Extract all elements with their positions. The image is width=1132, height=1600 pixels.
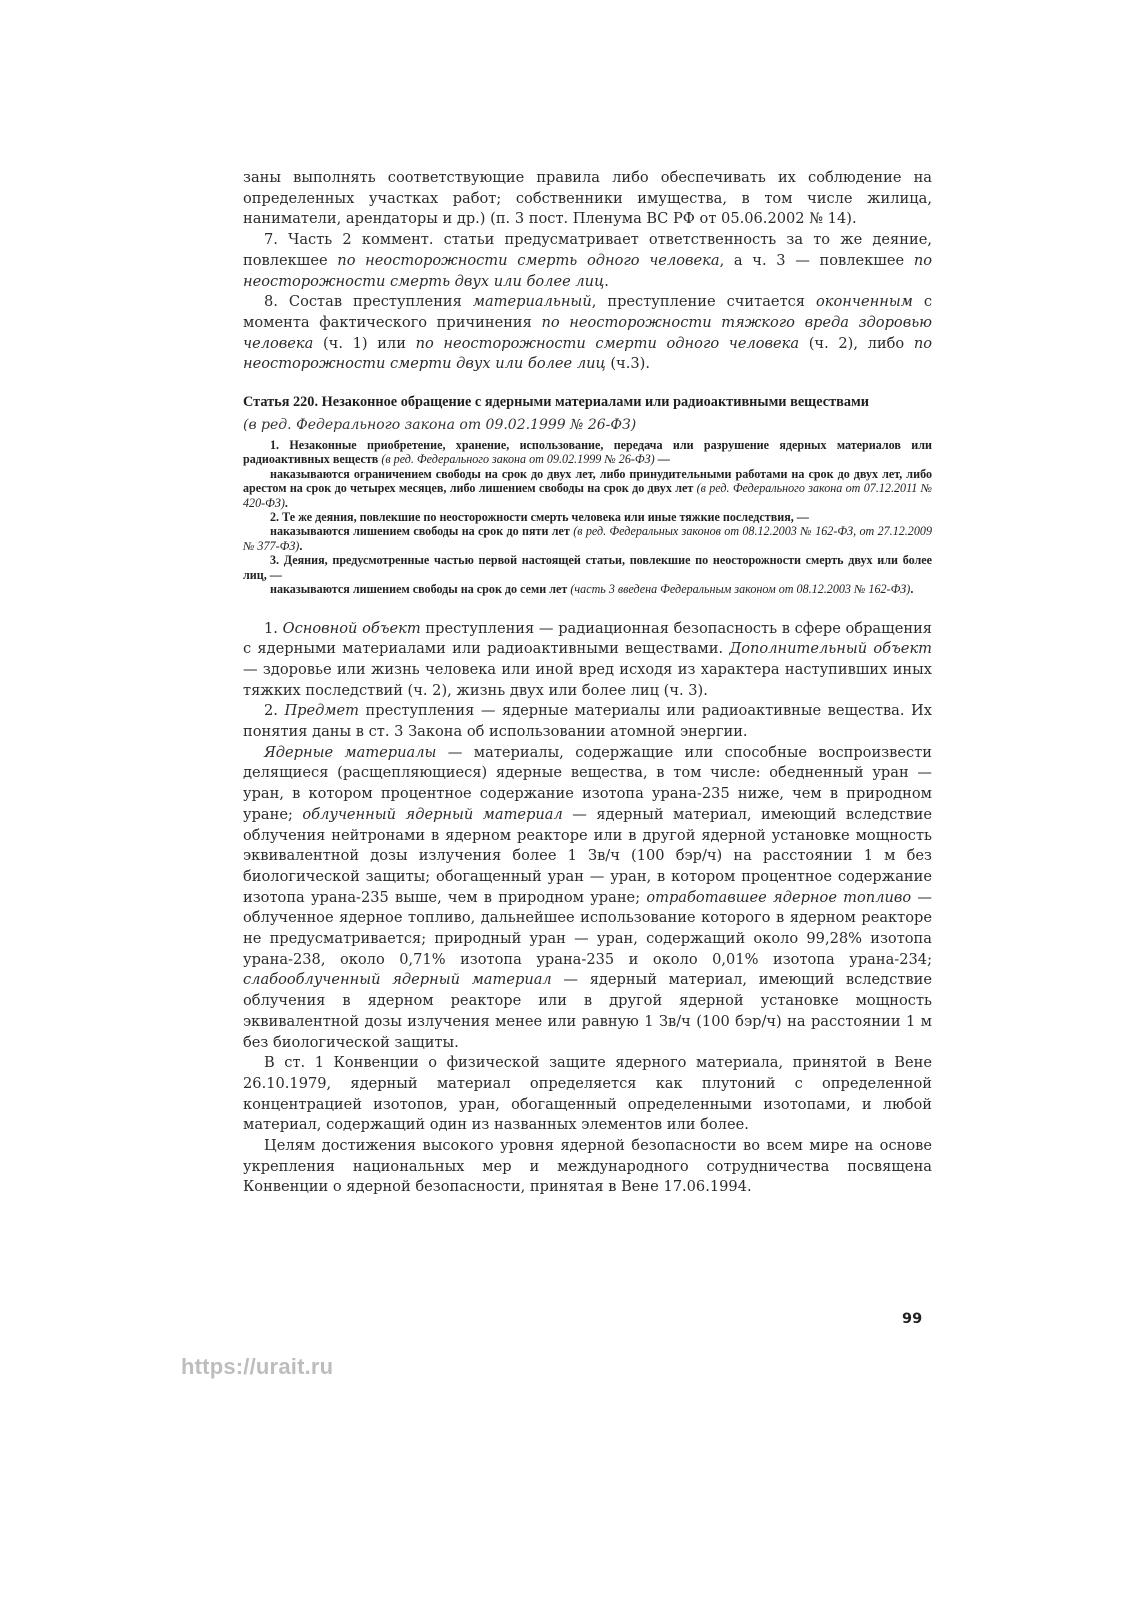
law-paragraph — [243, 524, 932, 553]
text-run: (ч. 1) или — [313, 334, 416, 352]
text-run: (ч. 2), либо — [799, 334, 914, 352]
text-run: 7. Часть 2 коммент. статьи предусматривает ответственность за то же деяние, повлекшее — [243, 231, 932, 269]
paragraph-8 — [243, 292, 932, 375]
italic-text: по неосторожности смерти одного человека — [415, 334, 800, 352]
text-run: с момента фактического причинения — [243, 293, 933, 331]
text-run: , а ч. 3 — повлекшее — [719, 251, 914, 269]
text-run: 2. Те же деяния, повлекшие по неосторожности смерть человека или иные тяжкие последствия, — — [270, 510, 809, 525]
italic-text: Предмет — [284, 702, 359, 720]
law-paragraph — [243, 438, 932, 467]
commentary-paragraph — [243, 743, 932, 1054]
text-run: 8. Состав преступления — [264, 293, 473, 311]
text-run: преступления — радиационная безопасность в сфере обращения с ядерными материалами или радиоактивными веществами. — [243, 619, 932, 658]
edition-reference: (часть 3 введена Федеральным законом от 08.12.2003 № 162-ФЗ) — [570, 582, 911, 597]
commentary-paragraph — [243, 619, 932, 702]
italic-text: отработавшее ядерное топливо — [646, 888, 912, 906]
italic-text: по неосторожности тяжкого вреда здоровью человека — [243, 313, 932, 352]
italic-text: по неосторожности смерть одного человека — [337, 251, 720, 269]
law-paragraph — [243, 467, 932, 510]
text-run: 1. Незаконные приобретение, хранение, использование, передача или разрушение ядерных материалов или радиоактивных веществ — [243, 438, 932, 467]
law-paragraph — [243, 510, 932, 524]
text-run: — ядерный материал, имеющий вследствие облучения нейтронами в ядерном реакторе или в другой ядерной установке мощность эквивалентной дозы излучения более 1 Зв/ч (100 бэр/ч) на расстоянии 1 м без биологической защиты; обогащенный уран — уран, в котором процентное содержание изотопа урана-235 выше, чем в природном уране; — [243, 805, 932, 906]
text-run: , преступление считается — [591, 293, 817, 311]
italic-text: по неосторожности смерти двух или более лиц — [243, 334, 932, 373]
page-number: 99 — [902, 1311, 923, 1327]
article-edition-note: (в ред. Федерального закона от 09.02.1999 № 26-ФЗ) — [243, 417, 637, 434]
edition-reference: (в ред. Федеральных законов от 08.12.2003 № 162-ФЗ, от 27.12.2009 № 377-ФЗ) — [243, 524, 932, 553]
text-run: 1. — [264, 619, 283, 637]
italic-text: Ядерные материалы — [264, 743, 437, 761]
commentary-section — [243, 619, 932, 1199]
text-run: наказываются ограничением свободы на срок до двух лет, либо принудительными работами на срок до двух лет, либо арестом на срок до четырех месяцев, либо лишением свободы на срок до двух лет — [243, 466, 932, 496]
paragraph-continued — [243, 168, 932, 230]
text-run: — ядерный материал, имеющий вследствие облучения в ядерном реакторе или в другой ядерной установке мощность эквивалентной дозы излучения менее или равную 1 Зв/ч (100 бэр/ч) на расстоянии 1 м без биологической защиты. — [243, 971, 932, 1051]
law-paragraph — [243, 582, 932, 596]
text-run: наказываются лишением свободы на срок до семи лет — [270, 582, 571, 597]
text-run: 3. Деяния, предусмотренные частью первой настоящей статьи, повлекшие по неосторожности смерть двух или более лиц, — — [243, 553, 932, 582]
watermark-url[interactable]: https://urait.ru — [181, 1354, 334, 1379]
text-run: Целям достижения высокого уровня ядерной безопасности во всем мире на основе укрепления национальных мер и международного сотрудничества посвящена Конвенции о ядерной безопасности, принятая в Вене 17.06.1994. — [243, 1137, 932, 1196]
italic-text: Дополнительный объект — [729, 640, 932, 658]
text-run: — материалы, содержащие или способные воспроизвести делящиеся (расщепляющиеся) ядерные вещества, в том числе: обедненный уран — уран, в котором процентное содержание изотопа урана-235 ниже, чем в природном уране; — [243, 743, 932, 823]
edition-reference: (в ред. Федерального закона от 07.12.2011 № 420-ФЗ) — [243, 481, 932, 510]
italic-text: материальный — [472, 293, 592, 311]
italic-text: Основной объект — [282, 619, 421, 637]
italic-text: облученный ядерный материал — [302, 805, 563, 823]
text-run: преступления — ядерные материалы или радиоактивные вещества. Их понятия даны в ст. 3 Закона об использовании атомной энергии. — [243, 702, 932, 741]
italic-text: по неосторожности смерть двух или более лиц — [243, 251, 933, 290]
text-run: 2. — [264, 702, 285, 720]
top-section — [243, 168, 932, 375]
text-run: (ч.3). — [605, 355, 650, 373]
law-paragraph — [243, 553, 932, 582]
text-run: . — [299, 538, 303, 553]
text-run: . — [910, 582, 914, 597]
text-run: — — [654, 452, 670, 467]
text-run: наказываются лишением свободы на срок до пяти лет — [270, 524, 574, 539]
paragraph-7 — [243, 230, 932, 292]
edition-reference: (в ред. Федерального закона от 09.02.1999 № 26-ФЗ) — [381, 452, 655, 467]
law-text — [243, 438, 932, 596]
page-body — [243, 168, 932, 1198]
text-run: . — [284, 495, 288, 510]
text-run: В ст. 1 Конвенции о физической защите ядерного материала, принятой в Вене 26.10.1979, ядерный материал определяется как плутоний с определенной концентрацией изотопов, уран, обогащенный определенными изотопами, и любой материал, содержащий один из названных элементов или более. — [243, 1054, 932, 1134]
text-run: — облученное ядерное топливо, дальнейшее использование которого в ядерном реакторе не предусматривается; природный уран — уран, содержащий около 99,28% изотопа урана-238, около 0,71% изотопа урана-235 и около 0,01% изотопа урана-234; — [243, 888, 932, 968]
text-run: — здоровье или жизнь человека или иной вред исходя из характера наступивших иных тяжких последствий (ч. 2), жизнь двух или более лиц (ч. 3). — [243, 660, 932, 699]
commentary-paragraph — [243, 1053, 932, 1136]
italic-text: оконченным — [816, 293, 913, 311]
commentary-paragraph — [243, 701, 932, 742]
italic-text: слабооблученный ядерный материал — [243, 971, 552, 989]
text-run: заны выполнять соответствующие правила либо обеспечивать их соблюдение на определенных участках работ; собственники имущества, в том числе жилица, наниматели, арендаторы и др.) (п. 3 пост. Пленума ВС РФ от 05.06.2002 № 14). — [243, 169, 932, 228]
text-run: . — [604, 272, 609, 290]
article-title: Статья 220. Незаконное обращение с ядерными материалами или радиоактивными веществами — [243, 394, 869, 411]
commentary-paragraph — [243, 1136, 932, 1198]
